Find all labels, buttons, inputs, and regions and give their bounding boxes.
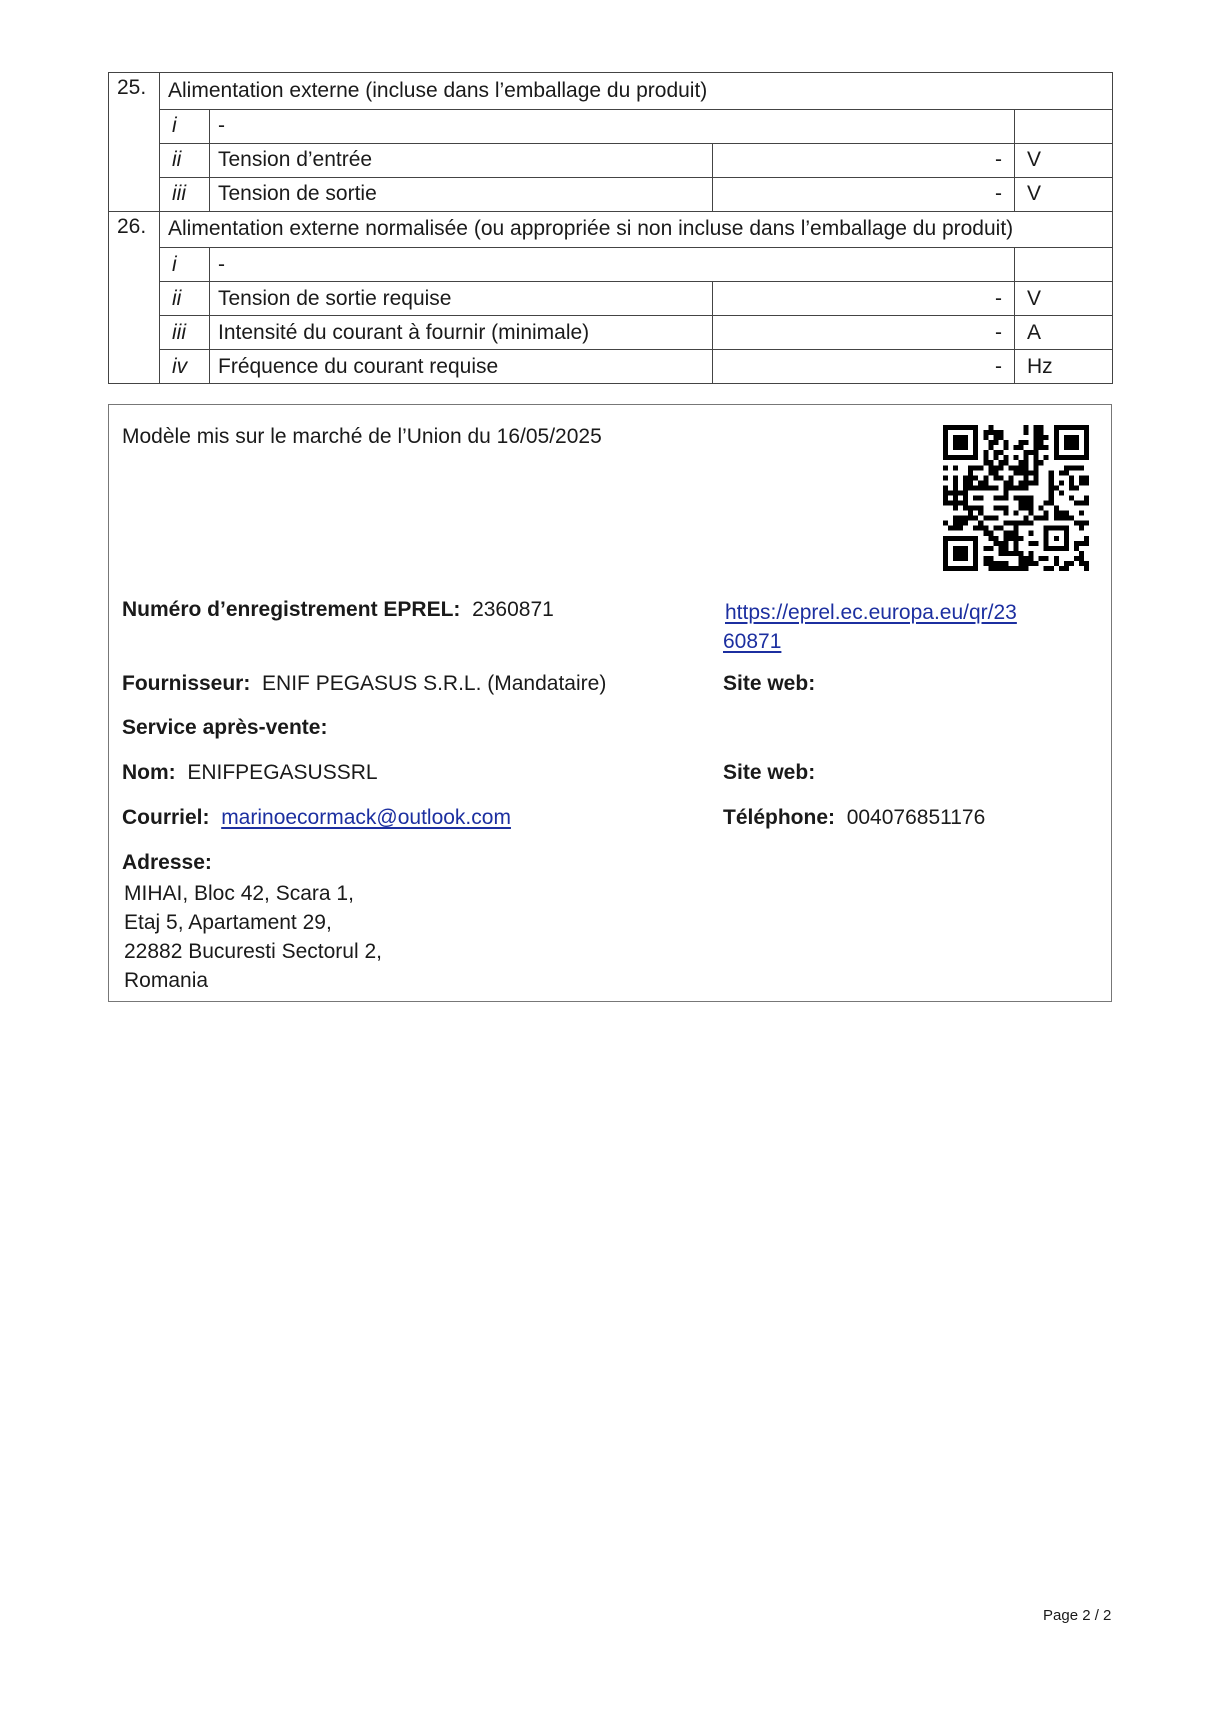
- eprel-link[interactable]: [723, 598, 1017, 656]
- email-label: Courriel:: [122, 806, 210, 829]
- row-number: 26.: [109, 211, 160, 248]
- row-label: Intensité du courant à fournir (minimale): [210, 316, 713, 350]
- row-title: Alimentation externe (incluse dans l’emballage du produit): [160, 73, 1113, 110]
- table-row: [109, 177, 1113, 211]
- supplier-label: Fournisseur:: [122, 672, 251, 695]
- table-row: [109, 248, 1113, 282]
- spec-table: [108, 72, 1113, 384]
- address-line: Etaj 5, Apartament 29,: [124, 911, 332, 934]
- name-label: Nom:: [122, 761, 176, 784]
- row-unit: [1015, 248, 1113, 282]
- qr-code-icon[interactable]: [943, 425, 1089, 571]
- page-number: Page 2 / 2: [1043, 1607, 1112, 1624]
- row-label: Tension de sortie: [210, 177, 713, 211]
- eprel-link-line-1[interactable]: https://eprel.ec.europa.eu/qr/23: [725, 601, 1017, 624]
- row-label: -: [210, 109, 1015, 143]
- row-value: -: [713, 282, 1015, 316]
- row-index: iv: [160, 350, 210, 384]
- row-index: iii: [160, 316, 210, 350]
- address-label: Adresse:: [122, 851, 212, 874]
- row-unit: V: [1015, 177, 1113, 211]
- row-title: Alimentation externe normalisée (ou appropriée si non incluse dans l’emballage du produit): [160, 211, 1113, 248]
- table-row: [109, 350, 1113, 384]
- supplier-line: [122, 672, 606, 696]
- product-info-box: [108, 404, 1112, 1002]
- email-link[interactable]: marinoecormack@outlook.com: [221, 806, 511, 829]
- eprel-link-line-2[interactable]: 60871: [723, 630, 782, 653]
- name-value: ENIFPEGASUSSRL: [187, 761, 378, 784]
- email-line: [122, 806, 511, 830]
- row-unit: V: [1015, 282, 1113, 316]
- row-value: -: [713, 177, 1015, 211]
- phone-line: [723, 806, 985, 830]
- row-unit: A: [1015, 316, 1113, 350]
- service-label: Service après-vente:: [122, 716, 328, 739]
- eprel-line: [122, 598, 554, 622]
- address-block: [124, 879, 382, 995]
- eprel-number: 2360871: [472, 598, 554, 621]
- row-index: i: [160, 109, 210, 143]
- address-line: MIHAI, Bloc 42, Scara 1,: [124, 882, 354, 905]
- phone-value: 004076851176: [846, 806, 986, 829]
- row-label: Tension d’entrée: [210, 143, 713, 177]
- eprel-label: Numéro d’enregistrement EPREL:: [122, 598, 461, 621]
- supplier-value: ENIF PEGASUS S.R.L. (Mandataire): [262, 672, 607, 695]
- address-line: Romania: [124, 969, 209, 992]
- row-unit: Hz: [1015, 350, 1113, 384]
- row-index: i: [160, 248, 210, 282]
- market-date-text: Modèle mis sur le marché de l’Union du 16/05/2025: [122, 425, 602, 448]
- row-value: -: [713, 143, 1015, 177]
- table-row: [109, 282, 1113, 316]
- row-value: -: [713, 350, 1015, 384]
- phone-label: Téléphone:: [723, 806, 836, 829]
- address-line: 22882 Bucuresti Sectorul 2,: [124, 940, 382, 963]
- row-value: -: [713, 316, 1015, 350]
- table-row: [109, 316, 1113, 350]
- row-unit: V: [1015, 143, 1113, 177]
- row-index: ii: [160, 143, 210, 177]
- table-row: [109, 73, 1113, 110]
- row-unit: [1015, 109, 1113, 143]
- service-website-label: Site web:: [723, 761, 816, 784]
- row-index: ii: [160, 282, 210, 316]
- row-number: 25.: [109, 73, 160, 110]
- table-row: [109, 211, 1113, 248]
- row-label: -: [210, 248, 1015, 282]
- name-line: [122, 761, 378, 785]
- table-row: [109, 109, 1113, 143]
- row-label: Fréquence du courant requise: [210, 350, 713, 384]
- table-row: [109, 143, 1113, 177]
- row-index: iii: [160, 177, 210, 211]
- row-label: Tension de sortie requise: [210, 282, 713, 316]
- website-label: Site web:: [723, 672, 816, 695]
